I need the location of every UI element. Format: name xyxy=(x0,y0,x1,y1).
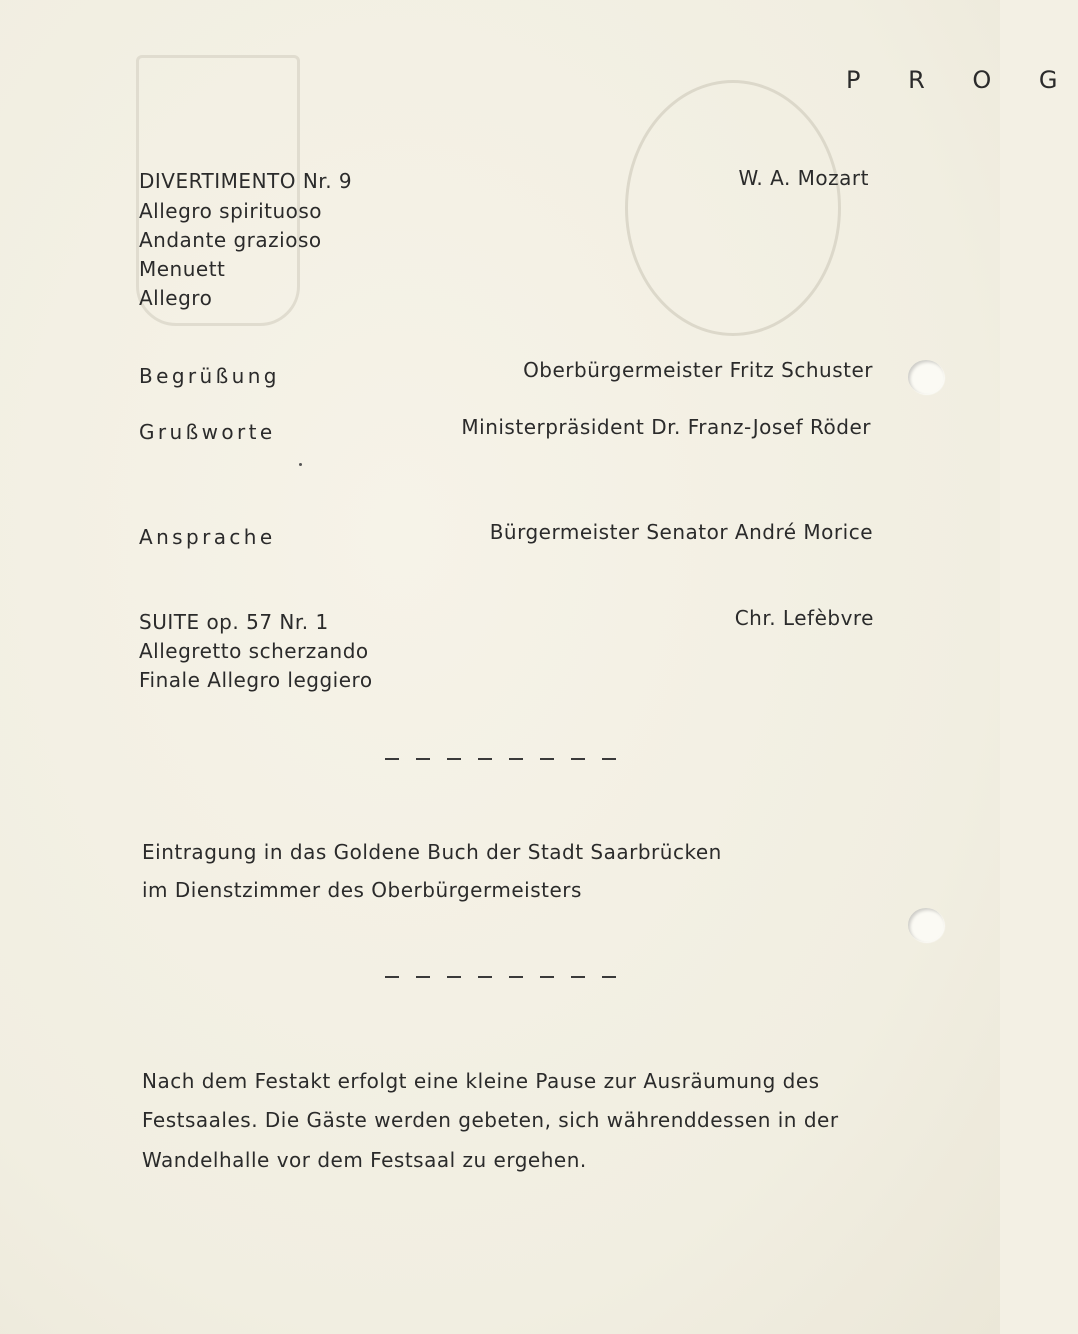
speech-label: Grußworte xyxy=(139,420,276,444)
speck xyxy=(299,463,302,466)
divertimento-title: DIVERTIMENTO Nr. 9 xyxy=(139,169,353,193)
bleed-through-seal-icon xyxy=(625,80,841,336)
golden-book-line: im Dienstzimmer des Oberbürgermeisters xyxy=(142,878,582,902)
divertimento-movement: Menuett xyxy=(139,257,226,281)
closing-note-line: Nach dem Festakt erfolgt eine kleine Pause zur Ausräumung des xyxy=(142,1069,820,1093)
speech-label: Begrüßung xyxy=(139,364,280,388)
speech-speaker: Ministerpräsident Dr. Franz-Josef Röder xyxy=(461,415,871,439)
divertimento-movement: Andante grazioso xyxy=(139,228,322,252)
program-heading: P R O G xyxy=(846,66,1078,94)
golden-book-line: Eintragung in das Goldene Buch der Stadt Saarbrücken xyxy=(142,840,722,864)
divertimento-movement: Allegro xyxy=(139,286,213,310)
divertimento-composer: W. A. Mozart xyxy=(738,166,869,190)
speech-label: Ansprache xyxy=(139,525,276,549)
suite-title: SUITE op. 57 Nr. 1 xyxy=(139,610,329,634)
divertimento-movement: Allegro spirituoso xyxy=(139,199,323,223)
speech-speaker: Oberbürgermeister Fritz Schuster xyxy=(523,358,873,382)
closing-note-line: Wandelhalle vor dem Festsaal zu ergehen. xyxy=(142,1148,587,1172)
suite-movement: Allegretto scherzando xyxy=(139,639,369,663)
speech-speaker: Bürgermeister Senator André Morice xyxy=(489,520,873,544)
suite-composer: Chr. Lefèbvre xyxy=(734,606,874,630)
suite-movement: Finale Allegro leggiero xyxy=(139,668,373,692)
punch-hole xyxy=(908,360,944,394)
punch-hole xyxy=(908,908,944,942)
closing-note-line: Festsaales. Die Gäste werden gebeten, sich währenddessen in der xyxy=(142,1108,839,1132)
